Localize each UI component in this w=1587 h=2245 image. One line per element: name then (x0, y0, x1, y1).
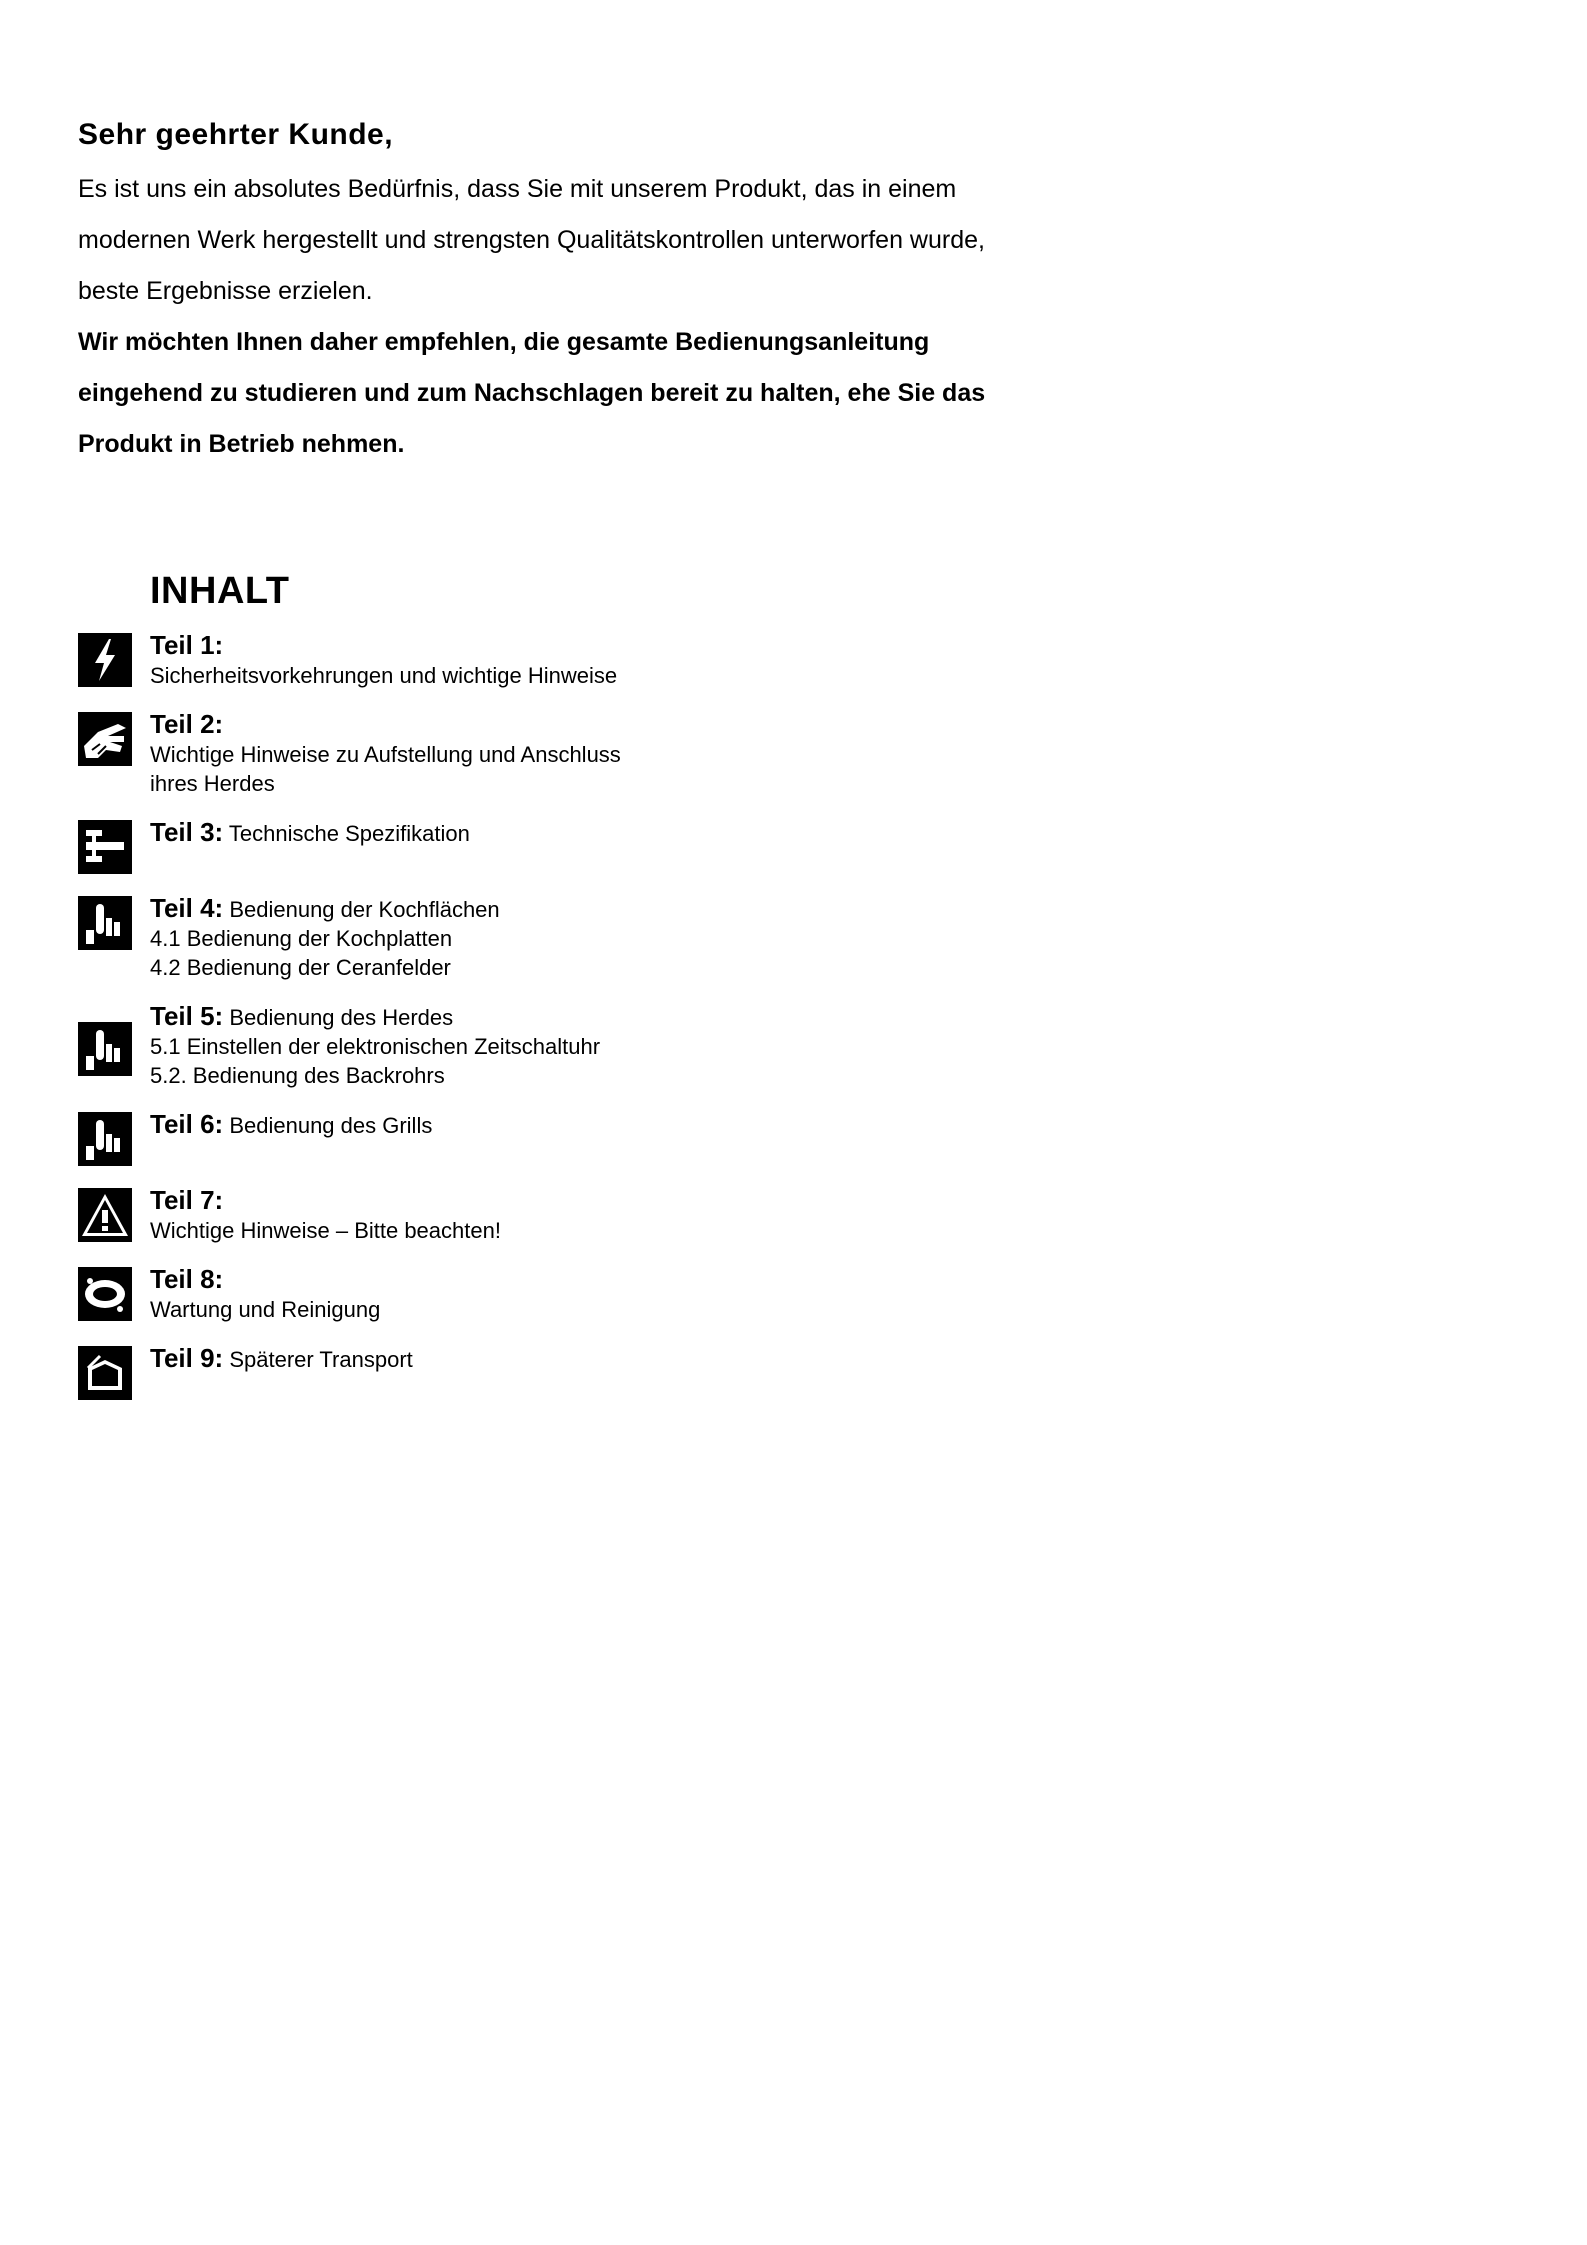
toc-title: Späterer Transport (229, 1347, 413, 1372)
intro-line: Es ist uns ein absolutes Bedürfnis, dass Sie mit unserem Produkt, das in einem (78, 175, 957, 203)
toc-entry-teil-7[interactable] (78, 1186, 978, 1245)
toc-entry-teil-5[interactable] (78, 1002, 978, 1090)
toc-sub: ihres Herdes (150, 771, 275, 796)
toc-label: Teil 6: (150, 1109, 224, 1139)
toc-entry-teil-3[interactable] (78, 818, 978, 874)
toc-title: Bedienung des Grills (229, 1113, 433, 1138)
toc-entry-teil-8[interactable] (78, 1265, 978, 1324)
toc-label: Teil 7: (150, 1185, 224, 1215)
toc-sub: 4.1 Bedienung der Kochplatten (150, 926, 453, 951)
toc-sub: 5.1 Einstellen der elektronischen Zeitschaltuhr (150, 1034, 601, 1059)
toc-label: Teil 3: (150, 817, 224, 847)
toc-label: Teil 2: (150, 709, 224, 739)
spec-icon (78, 820, 132, 874)
intro-section (78, 118, 1098, 470)
toc-label: Teil 4: (150, 893, 224, 923)
toc-entry-teil-4[interactable] (78, 894, 978, 982)
finger-press-icon (78, 896, 132, 950)
toc-entry-teil-6[interactable] (78, 1110, 978, 1166)
toc-entry-teil-9[interactable] (78, 1344, 978, 1400)
hand-icon (78, 712, 132, 766)
greeting: Sehr geehrter Kunde, (78, 118, 394, 151)
intro-line: beste Ergebnisse erzielen. (78, 277, 373, 305)
toc-heading: INHALT (150, 570, 290, 612)
warning-icon (78, 1188, 132, 1242)
cleaning-icon (78, 1267, 132, 1321)
table-of-contents (78, 570, 978, 1420)
toc-title: Technische Spezifikation (228, 821, 470, 846)
box-icon (78, 1346, 132, 1400)
toc-entry-teil-2[interactable] (78, 710, 978, 798)
toc-label: Teil 5: (150, 1001, 224, 1031)
intro-bold-line: Wir möchten Ihnen daher empfehlen, die gesamte Bedienungsanleitung (78, 328, 930, 356)
lightning-icon (78, 633, 132, 687)
toc-sub: 4.2 Bedienung der Ceranfelder (150, 955, 451, 980)
toc-label: Teil 8: (150, 1264, 224, 1294)
toc-sub: Wartung und Reinigung (150, 1297, 381, 1322)
toc-sub: Sicherheitsvorkehrungen und wichtige Hinweise (150, 663, 618, 688)
intro-bold-line: eingehend zu studieren und zum Nachschlagen bereit zu halten, ehe Sie das (78, 379, 986, 407)
toc-label: Teil 1: (150, 630, 224, 660)
toc-sub: Wichtige Hinweise zu Aufstellung und Anschluss (150, 742, 621, 767)
intro-bold-line: Produkt in Betrieb nehmen. (78, 430, 405, 458)
toc-title: Bedienung der Kochflächen (229, 897, 500, 922)
toc-sub: Wichtige Hinweise – Bitte beachten! (150, 1218, 501, 1243)
finger-press-icon (78, 1112, 132, 1166)
toc-entry-teil-1[interactable] (78, 631, 978, 690)
toc-title: Bedienung des Herdes (229, 1005, 454, 1030)
toc-sub: 5.2. Bedienung des Backrohrs (150, 1063, 445, 1088)
toc-label: Teil 9: (150, 1343, 224, 1373)
finger-press-icon (78, 1022, 132, 1076)
intro-line: modernen Werk hergestellt und strengsten Qualitätskontrollen unterworfen wurde, (78, 226, 985, 254)
